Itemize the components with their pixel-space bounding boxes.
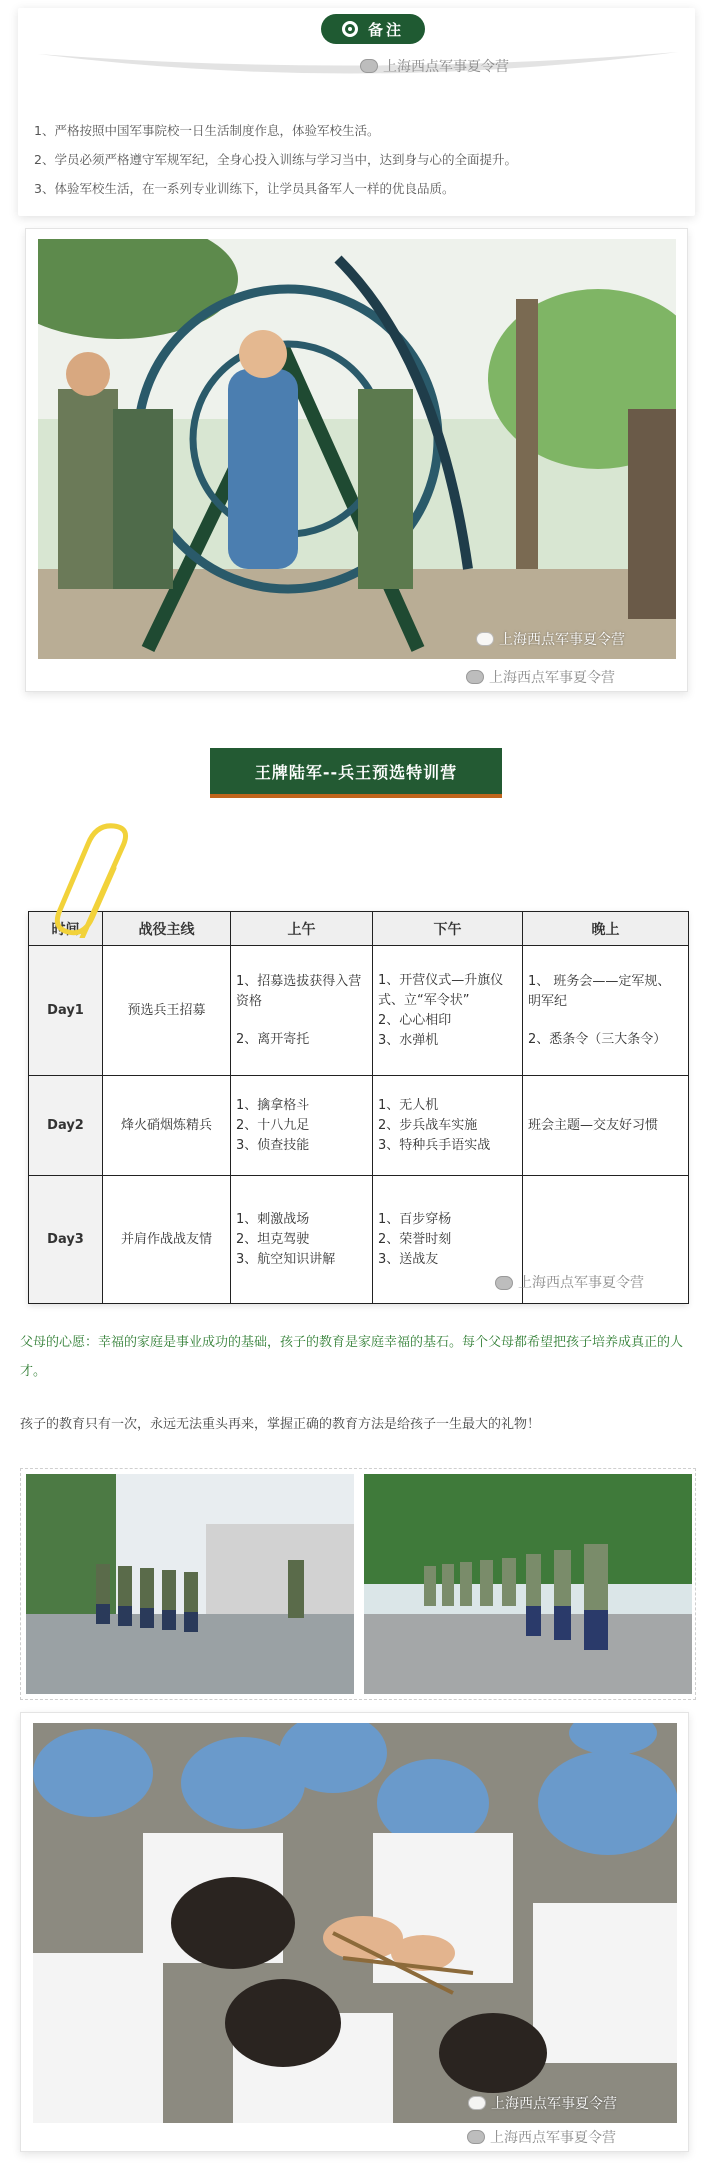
notes-item: 2、学员必须严格遵守军规军纪，全身心投入训练与学习当中，达到身与心的全面提升。 [34, 152, 517, 167]
notes-item: 1、严格按照中国军事院校一日生活制度作息，体验军校生活。 [34, 123, 380, 138]
table-row [29, 1076, 689, 1176]
frame-watermark: 上海西点军事夏令营 [467, 2127, 616, 2147]
table-row [29, 946, 689, 1076]
photo-frame [20, 1712, 689, 2152]
theme-cell: 预选兵王招募 [103, 946, 231, 1076]
table-row [29, 1176, 689, 1304]
morning-cell: 1、招募选拔获得入营资格 2、离开寄托 [231, 946, 373, 1076]
afternoon-cell: 1、百步穿杨 2、荣誉时刻 3、送战友 [373, 1176, 523, 1304]
afternoon-cell: 1、无人机 2、步兵战车实施 3、特种兵手语实战 [373, 1076, 523, 1176]
wechat-icon [467, 2130, 485, 2144]
photo-frame [25, 228, 688, 692]
day-cell: Day2 [29, 1076, 103, 1176]
wechat-icon [360, 59, 378, 73]
notes-title: 备注 [367, 20, 404, 39]
schedule-table [28, 911, 689, 1304]
photo-row-frame [20, 1468, 696, 1700]
notes-card [18, 8, 695, 216]
day-cell: Day3 [29, 1176, 103, 1304]
schedule-table-wrapper [28, 911, 688, 1304]
notes-list [34, 116, 684, 203]
paperclip-icon [48, 818, 138, 938]
wechat-icon [495, 1276, 513, 1290]
notes-title-pill [321, 14, 425, 44]
header-evening: 晚上 [523, 912, 689, 946]
section-title-banner [210, 748, 502, 794]
evening-cell [518, 1176, 689, 1304]
frame-watermark: 上海西点军事夏令营 [466, 667, 615, 687]
photo-watermark: 上海西点军事夏令营 [468, 2093, 617, 2113]
teamwork-photo [33, 1723, 677, 2123]
march-drill-photo [26, 1474, 354, 1694]
header-afternoon: 下午 [373, 912, 523, 946]
table-watermark: 上海西点军事夏令营 [495, 1273, 644, 1293]
header-morning: 上午 [231, 912, 373, 946]
header-time: 时间 [29, 912, 103, 946]
afternoon-cell: 1、开营仪式—升旗仪式、立“军令状” 2、心心相印 3、水弹机 [373, 946, 523, 1076]
banner-stripe [210, 794, 502, 798]
theme-cell: 烽火硝烟炼精兵 [103, 1076, 231, 1176]
evening-cell: 班会主题—交友好习惯 [523, 1076, 689, 1176]
photo-watermark: 上海西点军事夏令营 [476, 629, 625, 649]
wechat-icon [468, 2096, 486, 2110]
wechat-icon [476, 632, 494, 646]
rope-course-photo [38, 239, 676, 659]
header-theme: 战役主线 [103, 912, 231, 946]
education-paragraph: 孩子的教育只有一次，永远无法重头再来，掌握正确的教育方法是给孩子一生最大的礼物！ [20, 1417, 541, 1432]
morning-cell: 1、刺激战场 2、坦克驾驶 3、航空知识讲解 [231, 1176, 373, 1304]
decorative-swoosh [38, 44, 678, 94]
theme-cell: 并肩作战战友情 [103, 1176, 231, 1304]
day-cell: Day1 [29, 946, 103, 1076]
wechat-icon [466, 670, 484, 684]
evening-cell: 1、 班务会——定军规、明军纪 2、悉条令（三大条令） [523, 946, 689, 1076]
section-title: 王牌陆军--兵王预选特训营 [254, 762, 458, 782]
parents-wish-paragraph: 父母的心愿：幸福的家庭是事业成功的基础，孩子的教育是家庭幸福的基石。每个父母都希望把孩子培养成真正的人才。 [20, 1335, 684, 1379]
notes-item: 3、体验军校生活，在一系列专业训练下，让学员具备军人一样的优良品质。 [34, 181, 455, 196]
notes-watermark: 上海西点军事夏令营 [360, 56, 509, 76]
morning-cell: 1、擒拿格斗 2、十八九足 3、侦查技能 [231, 1076, 373, 1176]
salute-drill-photo [364, 1474, 692, 1694]
circle-icon [342, 21, 358, 37]
